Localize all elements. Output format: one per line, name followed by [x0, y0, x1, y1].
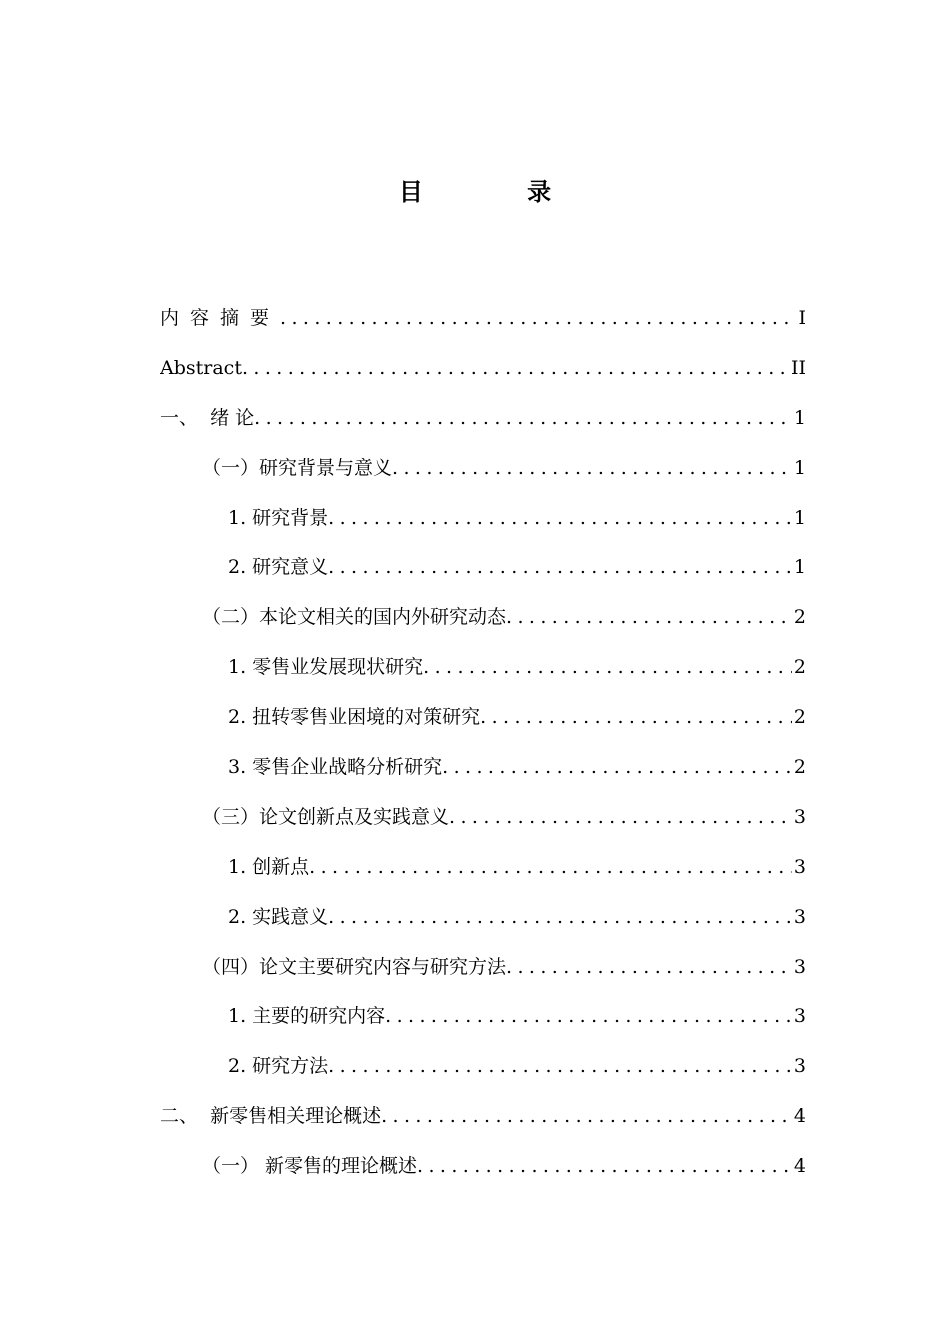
toc-entry-label: 2. 研究意义: [228, 556, 329, 579]
toc-entry[interactable]: [160, 1095, 806, 1145]
toc-entry[interactable]: [160, 546, 806, 596]
toc-entry[interactable]: [160, 696, 806, 746]
toc-entry-page-number: 1: [793, 556, 806, 579]
toc-dot-leader: [417, 1145, 792, 1187]
toc-entry-label: 2. 实践意义: [228, 905, 329, 928]
toc-dot-leader: [242, 347, 789, 389]
toc-entry-label: （二）本论文相关的国内外研究动态: [202, 606, 507, 629]
toc-entry[interactable]: [160, 497, 806, 547]
toc-entry[interactable]: [160, 447, 806, 497]
toc-entry-page-number: I: [798, 307, 806, 329]
toc-entry-page-number: 4: [793, 1105, 806, 1128]
toc-entry-label: （四）论文主要研究内容与研究方法: [202, 955, 507, 978]
toc-entry-label: （三）论文创新点及实践意义: [202, 805, 450, 828]
toc-dot-leader: [385, 995, 792, 1037]
toc-entry[interactable]: [160, 796, 806, 846]
toc-dot-leader: [328, 497, 792, 539]
toc-dot-leader: [423, 646, 792, 688]
toc-entry-page-number: 2: [793, 756, 806, 779]
toc-dot-leader: [442, 746, 792, 788]
toc-entry[interactable]: [160, 946, 806, 996]
toc-entry-page-number: 1: [793, 506, 806, 529]
toc-dot-leader: [309, 846, 792, 888]
toc-entry-page-number: II: [790, 356, 806, 379]
toc-entry[interactable]: [160, 397, 806, 447]
toc-entry-label: 1. 研究背景: [228, 506, 329, 529]
toc-entry-page-number: 1: [793, 406, 806, 429]
toc-dot-leader: [506, 596, 792, 638]
toc-entry-page-number: 3: [793, 955, 806, 978]
toc-entry-label: 一、 绪 论: [160, 406, 255, 429]
toc-entry-label: 2. 研究方法: [228, 1055, 329, 1078]
toc-entry-label: 二、 新零售相关理论概述: [160, 1105, 382, 1128]
toc-dot-leader: [392, 447, 792, 489]
toc-dot-leader: [449, 796, 792, 838]
toc-entry-page-number: 3: [793, 1055, 806, 1078]
toc-entry-label: 3. 零售企业战略分析研究: [228, 756, 443, 779]
toc-entry-label: Abstract: [160, 356, 242, 379]
toc-dot-leader: [328, 546, 792, 588]
toc-entry-page-number: 3: [793, 855, 806, 878]
toc-entry[interactable]: [160, 1045, 806, 1095]
toc-entry-page-number: 3: [793, 805, 806, 828]
toc-entry[interactable]: [160, 646, 806, 696]
toc-dot-leader: [254, 397, 792, 439]
toc-entry-page-number: 2: [793, 656, 806, 679]
toc-dot-leader: [328, 1045, 792, 1087]
toc-entry-page-number: 3: [793, 1005, 806, 1028]
toc-entry[interactable]: [160, 1145, 806, 1195]
toc-entry[interactable]: [160, 347, 806, 397]
toc-entry-label: 1. 零售业发展现状研究: [228, 656, 424, 679]
toc-entry-page-number: 1: [793, 456, 806, 479]
toc-entry-label: 1. 主要的研究内容: [228, 1005, 386, 1028]
toc-entry-label: （一） 新零售的理论概述: [202, 1155, 418, 1178]
toc-entry-page-number: 2: [793, 606, 806, 629]
toc-entry-page-number: 4: [793, 1155, 806, 1178]
toc-dot-leader: [381, 1095, 792, 1137]
toc-entry-page-number: 2: [793, 706, 806, 729]
toc-entry[interactable]: [160, 746, 806, 796]
toc-dot-leader: [480, 696, 792, 738]
toc-entry-label: 1. 创新点: [228, 855, 310, 878]
toc-entry[interactable]: [160, 297, 806, 347]
toc-dot-leader: [506, 946, 792, 988]
toc-entry[interactable]: [160, 846, 806, 896]
toc-list: [160, 297, 806, 1195]
toc-dot-leader: [328, 896, 792, 938]
toc-entry-label: 2. 扭转零售业困境的对策研究: [228, 706, 481, 729]
toc-entry-page-number: 3: [793, 905, 806, 928]
toc-entry-label: （一）研究背景与意义: [202, 456, 393, 479]
toc-dot-leader: [280, 297, 796, 339]
toc-entry-label: 内容摘要: [160, 307, 281, 329]
toc-entry[interactable]: [160, 896, 806, 946]
toc-entry[interactable]: [160, 596, 806, 646]
toc-title: 目 录: [398, 178, 600, 206]
toc-entry[interactable]: [160, 995, 806, 1045]
